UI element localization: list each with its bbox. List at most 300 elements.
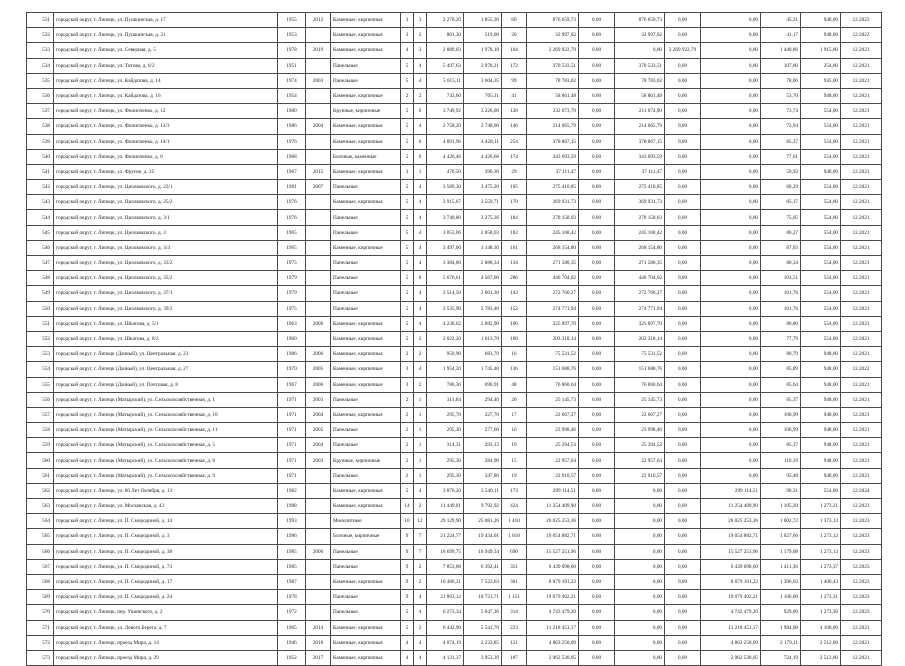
cell-entrances: 4 — [414, 316, 427, 331]
cell-total-cost: 4 863 250,09 — [527, 635, 579, 650]
cell-floors: 9 — [401, 574, 414, 589]
cell-cost-source-3: 0,00 — [665, 316, 701, 331]
cell-max-unit-cost: 1 273,12 — [801, 529, 841, 544]
cell-unit-cost: 107,00 — [761, 58, 801, 73]
cell-entrances: 2 — [414, 331, 427, 346]
cell-max-unit-cost: 554,00 — [801, 301, 841, 316]
cell-cost-source-2: 0,00 — [615, 635, 665, 650]
cell-build-year: 1987 — [278, 574, 306, 589]
cell-residents: 121 — [502, 635, 527, 650]
cell-total-cost: 25 145,73 — [527, 392, 579, 407]
cell-living-area: 3 475,20 — [464, 180, 502, 195]
cell-residents: 187 — [502, 650, 527, 665]
cell-total-area: 4 230,62 — [427, 316, 464, 331]
cell-living-area: 294,40 — [464, 392, 502, 407]
cell-floors: 5 — [401, 301, 414, 316]
cell-cost-source-4: 0,00 — [701, 195, 761, 210]
cell-floors: 5 — [401, 620, 414, 635]
cell-cost-source-3: 0,00 — [665, 544, 701, 559]
cell-cost-source-1: 0,00 — [579, 483, 615, 498]
cell-unit-cost: 77,79 — [761, 331, 801, 346]
cell-floors: 2 — [401, 88, 414, 103]
cell-total-area: 3 514,50 — [427, 286, 464, 301]
cell-max-unit-cost: 554,00 — [801, 195, 841, 210]
cell-deadline: 12.2022 — [841, 362, 882, 377]
cell-total-area: 3 497,00 — [427, 240, 464, 255]
cell-total-cost: 151 688,76 — [527, 362, 579, 377]
cell-wall-material: Панельные — [331, 180, 401, 195]
cell-cost-source-1: 0,00 — [579, 331, 615, 346]
cell-unit-cost: 75,05 — [761, 210, 801, 225]
cell-renovation-year — [306, 58, 331, 73]
cell-deadline: 12.2021 — [841, 453, 882, 468]
cell-wall-material: Каменные, кирпичные — [331, 347, 401, 362]
cell-cost-source-4: 8 879 101,22 — [701, 574, 761, 589]
cell-row-number: 534 — [27, 58, 54, 73]
cell-cost-source-3: 0,00 — [665, 407, 701, 422]
cell-cost-source-2: 0,00 — [615, 483, 665, 498]
cell-deadline: 12.2021 — [841, 119, 882, 134]
table-row — [27, 88, 882, 103]
cell-residents: 174 — [502, 149, 527, 164]
cell-living-area: 5 541,70 — [464, 620, 502, 635]
cell-cost-source-1: 0,00 — [579, 271, 615, 286]
cell-total-area: 295,30 — [427, 453, 464, 468]
cell-row-number: 562 — [27, 483, 54, 498]
cell-living-area: 3 953,39 — [464, 650, 502, 665]
cell-address: городской округ, г. Липецк, ул. П. Смородиной, д. 38 — [54, 544, 278, 559]
cell-entrances: 3 — [414, 13, 427, 28]
cell-renovation-year: 2005 — [306, 362, 331, 377]
cell-cost-source-1: 0,00 — [579, 73, 615, 88]
cell-entrances: 1 — [414, 453, 427, 468]
cell-unit-cost: 85,37 — [761, 438, 801, 453]
cell-living-area: 2 978,21 — [464, 58, 502, 73]
table-row — [27, 574, 882, 589]
cell-deadline: 12.2021 — [841, 104, 882, 119]
cell-living-area: 347,80 — [464, 468, 502, 483]
cell-renovation-year — [306, 529, 331, 544]
cell-build-year: 1980 — [278, 104, 306, 119]
cell-build-year: 1946 — [278, 635, 306, 650]
cell-cost-source-3: 0,00 — [665, 347, 701, 362]
cell-cost-source-2: 0,00 — [615, 514, 665, 529]
cell-cost-source-2: 22 910,57 — [615, 468, 665, 483]
cell-renovation-year — [306, 271, 331, 286]
cell-total-area: 2 270,20 — [427, 13, 464, 28]
cell-renovation-year — [306, 301, 331, 316]
cell-floors: 4 — [401, 43, 414, 58]
cell-build-year: 1970 — [278, 362, 306, 377]
cell-cost-source-2: 0,00 — [615, 574, 665, 589]
cell-renovation-year — [306, 590, 331, 605]
cell-wall-material: Панельные — [331, 58, 401, 73]
cell-row-number: 552 — [27, 331, 54, 346]
cell-total-cost: 332 073,70 — [527, 104, 579, 119]
cell-entrances: 12 — [414, 514, 427, 529]
cell-total-area: 16 699,75 — [427, 544, 464, 559]
cell-residents: 182 — [502, 225, 527, 240]
cell-max-unit-cost: 948,00 — [801, 423, 841, 438]
cell-build-year: 1978 — [278, 590, 306, 605]
cell-row-number: 532 — [27, 28, 54, 43]
cell-unit-cost: 85,37 — [761, 392, 801, 407]
cell-renovation-year — [306, 468, 331, 483]
cell-wall-material: Каменные, кирпичные — [331, 574, 401, 589]
cell-residents: 17 — [502, 407, 527, 422]
cell-total-cost: 278 158,03 — [527, 210, 579, 225]
cell-entrances: 4 — [414, 635, 427, 650]
cell-total-area: 2 889,03 — [427, 43, 464, 58]
cell-cost-source-2: 0,00 — [615, 499, 665, 514]
cell-address: городской округ, г. Липецк (Матырский), ул. Сельскохозяйственная, д. 11 — [54, 423, 278, 438]
cell-cost-source-4: 0,00 — [701, 225, 761, 240]
cell-entrances: 4 — [414, 210, 427, 225]
cell-deadline: 12.2021 — [841, 195, 882, 210]
table-row — [27, 529, 882, 544]
cell-total-cost: 37 111,47 — [527, 164, 579, 179]
cell-address: городской округ, г. Липецк, ул. Филипченко, д. 12 — [54, 104, 278, 119]
cell-deadline: 12.2023 — [841, 514, 882, 529]
cell-build-year: 1974 — [278, 73, 306, 88]
cell-address: городской округ, г. Липецк (Матырский), ул. Сельскохозяйственная, д. 10 — [54, 407, 278, 422]
cell-entrances: 1 — [414, 468, 427, 483]
cell-wall-material: Блочные, кирпичные — [331, 529, 401, 544]
cell-residents: 1 018 — [502, 529, 527, 544]
cell-floors: 3 — [401, 377, 414, 392]
cell-deadline: 12.2023 — [841, 559, 882, 574]
cell-entrances: 4 — [414, 605, 427, 620]
cell-wall-material: Каменные, кирпичные — [331, 88, 401, 103]
cell-row-number: 535 — [27, 73, 54, 88]
cell-max-unit-cost: 945,00 — [801, 73, 841, 88]
cell-max-unit-cost: 554,00 — [801, 286, 841, 301]
cell-cost-source-1: 0,00 — [579, 407, 615, 422]
table-row — [27, 73, 882, 88]
cell-total-area: 3 535,90 — [427, 301, 464, 316]
cell-floors: 3 — [401, 362, 414, 377]
cell-cost-source-3: 0,00 — [665, 574, 701, 589]
cell-renovation-year: 2003 — [306, 392, 331, 407]
cell-cost-source-4: 0,00 — [701, 438, 761, 453]
cell-row-number: 555 — [27, 377, 54, 392]
cell-cost-source-1: 0,00 — [579, 28, 615, 43]
cell-address: городской округ, г. Липецк (Матырский), ул. Сельскохозяйственная, д. 8 — [54, 453, 278, 468]
cell-deadline: 12.2023 — [841, 43, 882, 58]
cell-wall-material: Каменные, кирпичные — [331, 195, 401, 210]
cell-total-area: 4 426,46 — [427, 149, 464, 164]
cell-living-area: 5 047,36 — [464, 605, 502, 620]
cell-cost-source-1: 0,00 — [579, 590, 615, 605]
cell-unit-cost: 101,76 — [761, 286, 801, 301]
cell-residents: 146 — [502, 119, 527, 134]
cell-total-cost: 299 114,51 — [527, 483, 579, 498]
cell-floors: 2 — [401, 347, 414, 362]
cell-cost-source-2: 0,00 — [615, 590, 665, 605]
cell-cost-source-2: 0,00 — [615, 650, 665, 665]
table-row — [27, 590, 882, 605]
cell-floors: 5 — [401, 605, 414, 620]
cell-cost-source-3: 0,00 — [665, 149, 701, 164]
cell-living-area: 3 540,11 — [464, 483, 502, 498]
cell-residents: 136 — [502, 362, 527, 377]
cell-entrances: 4 — [414, 362, 427, 377]
cell-wall-material: Панельные — [331, 590, 401, 605]
cell-max-unit-cost: 948,00 — [801, 407, 841, 422]
cell-cost-source-1: 0,00 — [579, 650, 615, 665]
cell-cost-source-3: 0,00 — [665, 286, 701, 301]
cell-total-cost: 369 931,73 — [527, 195, 579, 210]
cell-row-number: 559 — [27, 438, 54, 453]
cell-deadline: 12.2021 — [841, 347, 882, 362]
cell-address: городской округ, г. Липецк, ул. Титова, д. 6/2 — [54, 58, 278, 73]
cell-unit-cost: 80,80 — [761, 316, 801, 331]
cell-entrances: 2 — [414, 620, 427, 635]
cell-unit-cost: 103,51 — [761, 271, 801, 286]
cell-row-number: 560 — [27, 453, 54, 468]
cell-entrances: 6 — [414, 104, 427, 119]
cell-cost-source-2: 25 145,73 — [615, 392, 665, 407]
cell-max-unit-cost: 948,00 — [801, 468, 841, 483]
cell-living-area: 3 275,36 — [464, 210, 502, 225]
cell-row-number: 568 — [27, 574, 54, 589]
cell-cost-source-4: 0,00 — [701, 134, 761, 149]
cell-cost-source-2: 23 998,46 — [615, 423, 665, 438]
table-row — [27, 468, 882, 483]
cell-living-area: 3 604,35 — [464, 73, 502, 88]
table-row — [27, 240, 882, 255]
cell-cost-source-3: 0,00 — [665, 73, 701, 88]
cell-residents: 690 — [502, 544, 527, 559]
cell-cost-source-4: 0,00 — [701, 119, 761, 134]
cell-total-area: 295,30 — [427, 423, 464, 438]
cell-cost-source-3: 0,00 — [665, 529, 701, 544]
cell-cost-source-2: 0,00 — [615, 43, 665, 58]
cell-address: городской округ, г. Липецк, ул. Шкатова, д. 8/2 — [54, 331, 278, 346]
cell-max-unit-cost: 948,00 — [801, 377, 841, 392]
cell-floors: 5 — [401, 210, 414, 225]
cell-cost-source-2: 378 867,15 — [615, 134, 665, 149]
cell-build-year: 1971 — [278, 453, 306, 468]
cell-living-area: 2 858,03 — [464, 225, 502, 240]
cell-build-year: 1981 — [278, 180, 306, 195]
cell-residents: 143 — [502, 286, 527, 301]
cell-deadline: 12.2021 — [841, 438, 882, 453]
cell-cost-source-2: 278 158,03 — [615, 210, 665, 225]
cell-total-cost: 58 861,48 — [527, 88, 579, 103]
cell-max-unit-cost: 554,00 — [801, 149, 841, 164]
cell-cost-source-1: 0,00 — [579, 134, 615, 149]
cell-renovation-year — [306, 240, 331, 255]
cell-cost-source-4: 26 025 253,36 — [701, 514, 761, 529]
cell-cost-source-4: 11 254 409,90 — [701, 499, 761, 514]
cell-row-number: 546 — [27, 240, 54, 255]
cell-wall-material: Каменные, кирпичные — [331, 483, 401, 498]
cell-residents: 173 — [502, 483, 527, 498]
cell-total-cost: 274 771,94 — [527, 301, 579, 316]
cell-renovation-year — [306, 88, 331, 103]
cell-address: городской округ, г. Липецк, ул. Фрунзе, д. 25 — [54, 164, 278, 179]
table-row — [27, 43, 882, 58]
cell-total-area: 10 480,31 — [427, 574, 464, 589]
cell-max-unit-cost: 2 512,00 — [801, 650, 841, 665]
cell-build-year: 1952 — [278, 650, 306, 665]
cell-renovation-year — [306, 331, 331, 346]
cell-unit-cost: 1 002,72 — [761, 514, 801, 529]
cell-renovation-year: 2006 — [306, 316, 331, 331]
cell-max-unit-cost: 554,00 — [801, 271, 841, 286]
cell-floors: 2 — [401, 423, 414, 438]
cell-build-year: 1979 — [278, 286, 306, 301]
cell-address: городской округ, г. Липецк (Матырский), ул. Сельскохозяйственная, д. 5 — [54, 438, 278, 453]
cell-cost-source-2: 370 533,51 — [615, 58, 665, 73]
cell-cost-source-1: 0,00 — [579, 392, 615, 407]
cell-living-area: 2 783,40 — [464, 301, 502, 316]
cell-entrances: 1 — [414, 438, 427, 453]
cell-floors: 5 — [401, 483, 414, 498]
cell-max-unit-cost: 1 273,13 — [801, 544, 841, 559]
cell-cost-source-1: 0,00 — [579, 635, 615, 650]
cell-build-year: 1975 — [278, 256, 306, 271]
cell-wall-material: Панельные — [331, 468, 401, 483]
cell-address: городской округ, г. Липецк, ул. П. Смородиной, д. 73 — [54, 559, 278, 574]
cell-build-year: 1988 — [278, 499, 306, 514]
cell-living-area: 696,91 — [464, 377, 502, 392]
cell-cost-source-3: 0,00 — [665, 210, 701, 225]
cell-total-area: 3 876,20 — [427, 483, 464, 498]
cell-renovation-year — [306, 28, 331, 43]
cell-deadline: 12.2021 — [841, 88, 882, 103]
cell-entrances: 7 — [414, 529, 427, 544]
cell-residents: 105 — [502, 180, 527, 195]
cell-total-area: 314,31 — [427, 438, 464, 453]
cell-address: городской округ, г. Липецк, ул. П. Смородиной, д. 24 — [54, 590, 278, 605]
cell-living-area: 4 428,11 — [464, 134, 502, 149]
cell-total-area: 470,50 — [427, 164, 464, 179]
cell-residents: 170 — [502, 195, 527, 210]
cell-deadline: 12.2023 — [841, 544, 882, 559]
cell-max-unit-cost: 554,00 — [801, 119, 841, 134]
cell-renovation-year — [306, 605, 331, 620]
cell-unit-cost: 100,99 — [761, 423, 801, 438]
cell-build-year: 1967 — [278, 377, 306, 392]
cell-address: городской округ, г. Липецк, ул. Пушкинская, д. 17 — [54, 13, 278, 28]
cell-total-cost: 11 218 451,17 — [527, 620, 579, 635]
cell-residents: 286 — [502, 271, 527, 286]
cell-wall-material: Каменные, кирпичные — [331, 620, 401, 635]
cell-living-area: 277,60 — [464, 423, 502, 438]
cell-unit-cost: 1 027,66 — [761, 529, 801, 544]
cell-residents: 15 — [502, 453, 527, 468]
cell-residents: 254 — [502, 134, 527, 149]
cell-renovation-year — [306, 134, 331, 149]
cell-wall-material: Панельные — [331, 225, 401, 240]
cell-floors: 3 — [401, 13, 414, 28]
cell-total-cost: 214 065,79 — [527, 119, 579, 134]
cell-cost-source-4: 0,00 — [701, 149, 761, 164]
cell-deadline: 12.2022 — [841, 28, 882, 43]
cell-unit-cost: 45,31 — [761, 13, 801, 28]
table-row — [27, 453, 882, 468]
cell-deadline: 12.2021 — [841, 468, 882, 483]
cell-total-area: 11 449,01 — [427, 499, 464, 514]
cell-unit-cost: 80,27 — [761, 225, 801, 240]
cell-wall-material: Панельные — [331, 544, 401, 559]
cell-residents: 128 — [502, 104, 527, 119]
cell-cost-source-3: 0,00 — [665, 635, 701, 650]
cell-max-unit-cost: 554,00 — [801, 180, 841, 195]
cell-row-number: 551 — [27, 316, 54, 331]
cell-cost-source-1: 0,00 — [579, 195, 615, 210]
cell-total-area: 29 129,90 — [427, 514, 464, 529]
cell-max-unit-cost: 554,00 — [801, 483, 841, 498]
cell-row-number: 539 — [27, 134, 54, 149]
cell-entrances: 4 — [414, 119, 427, 134]
table-row — [27, 559, 882, 574]
cell-wall-material: Каменные, кирпичные — [331, 499, 401, 514]
table-row — [27, 635, 882, 650]
table-row — [27, 119, 882, 134]
table-row — [27, 195, 882, 210]
cell-unit-cost: 41,17 — [761, 28, 801, 43]
cell-cost-source-4: 0,00 — [701, 43, 761, 58]
cell-living-area: 1 855,30 — [464, 13, 502, 28]
cell-renovation-year — [306, 514, 331, 529]
cell-cost-source-4: 4 743 479,20 — [701, 605, 761, 620]
cell-deadline: 12.2021 — [841, 134, 882, 149]
cell-cost-source-1: 0,00 — [579, 301, 615, 316]
cell-max-unit-cost: 554,00 — [801, 331, 841, 346]
cell-renovation-year: 2003 — [306, 73, 331, 88]
cell-build-year: 1982 — [278, 483, 306, 498]
cell-renovation-year — [306, 483, 331, 498]
cell-deadline: 12.2023 — [841, 574, 882, 589]
cell-cost-source-4: 19 079 402,21 — [701, 590, 761, 605]
table-row — [27, 225, 882, 240]
cell-residents: 16 — [502, 347, 527, 362]
cell-total-area: 2 758,20 — [427, 119, 464, 134]
cell-unit-cost: 77,61 — [761, 149, 801, 164]
cell-total-area: 743,60 — [427, 88, 464, 103]
cell-build-year: 1965 — [278, 225, 306, 240]
cell-total-area: 5 676,61 — [427, 271, 464, 286]
cell-wall-material: Каменные, кирпичные — [331, 362, 401, 377]
table-row — [27, 605, 882, 620]
cell-renovation-year: 2019 — [306, 43, 331, 58]
cell-total-cost: 19 079 402,21 — [527, 590, 579, 605]
cell-total-cost: 325 897,70 — [527, 316, 579, 331]
cell-max-unit-cost: 948,00 — [801, 347, 841, 362]
cell-max-unit-cost: 1 273,31 — [801, 590, 841, 605]
cell-build-year: 1979 — [278, 271, 306, 286]
cell-cost-source-4: 0,00 — [701, 58, 761, 73]
cell-living-area: 705,11 — [464, 88, 502, 103]
cell-unit-cost: 90,31 — [761, 483, 801, 498]
cell-entrances: 1 — [414, 164, 427, 179]
cell-address: городской округ, г. Липецк, ул. Циолковского, д. 37/1 — [54, 286, 278, 301]
cell-row-number: 554 — [27, 362, 54, 377]
cell-address: городской округ, г. Липецк, ул. П. Смородиной, д. 17 — [54, 574, 278, 589]
cell-cost-source-4: 0,00 — [701, 210, 761, 225]
cell-build-year: 1986 — [278, 347, 306, 362]
cell-cost-source-2: 214 065,79 — [615, 119, 665, 134]
cell-renovation-year: 2003 — [306, 453, 331, 468]
cell-unit-cost: 95,48 — [761, 468, 801, 483]
cell-cost-source-2: 274 771,94 — [615, 301, 665, 316]
cell-cost-source-2: 0,00 — [615, 559, 665, 574]
cell-wall-material: Монолитные — [331, 514, 401, 529]
cell-row-number: 537 — [27, 104, 54, 119]
